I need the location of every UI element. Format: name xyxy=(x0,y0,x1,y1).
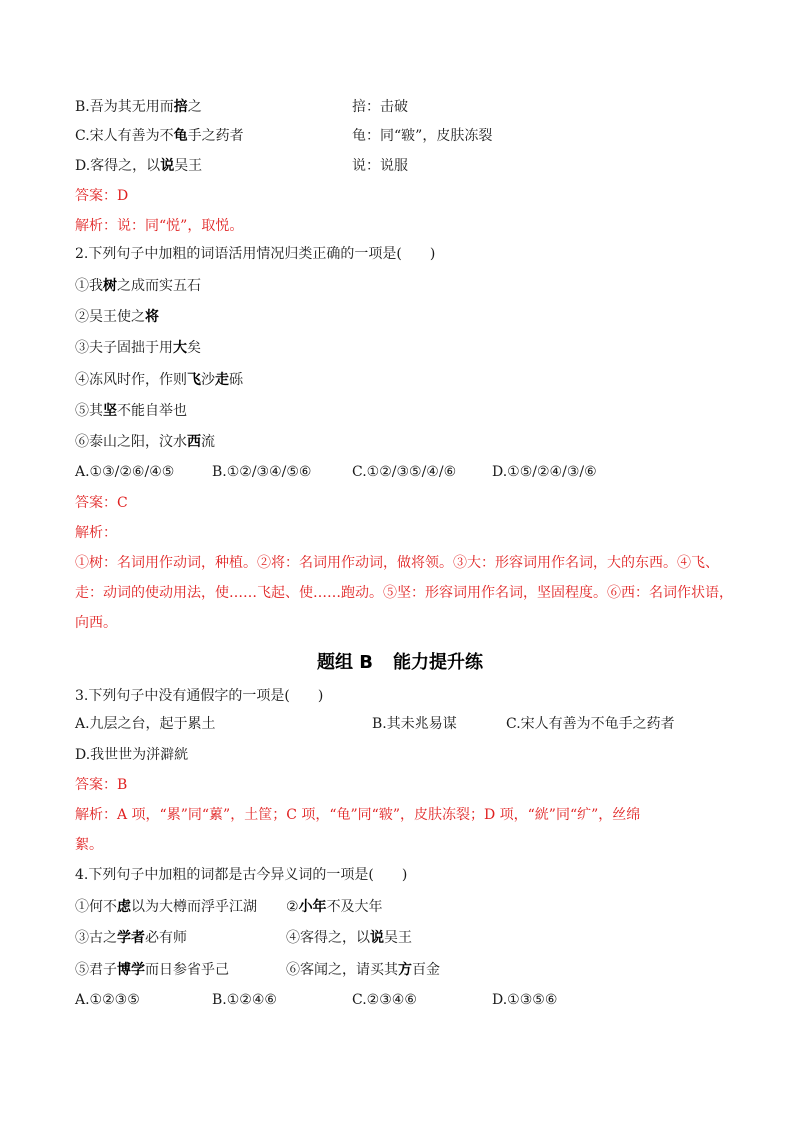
q2-item-5: ⑤其坚不能自举也 xyxy=(75,403,187,419)
q4-item-2: ②小年不及大年 xyxy=(286,899,383,915)
q4-item-3: ③古之学者必有师 xyxy=(75,930,187,946)
q4-item-6: ⑥客闻之，请买其方百金 xyxy=(286,962,440,978)
q3-choice-c: C.宋人有善为不龟手之药者 xyxy=(506,716,675,732)
q2-item-6: ⑥泰山之阳，汶水西流 xyxy=(75,434,215,450)
q1-option-d-note: 说：说服 xyxy=(352,158,408,174)
section-title: 题组 B xyxy=(317,652,373,673)
q2-item-2: ②吴王使之将 xyxy=(75,309,159,325)
q3-analysis-line-2: 絮。 xyxy=(75,837,103,853)
q4-choice-a: A.①②③⑤ xyxy=(75,992,140,1008)
q2-answer: 答案：C xyxy=(75,495,128,511)
q2-analysis-line-3: 向西。 xyxy=(75,615,117,631)
q1-answer: 答案：D xyxy=(75,188,129,204)
q2-stem: 2.下列句子中加粗的词语活用情况归类正确的一项是( ) xyxy=(75,246,436,262)
q1-option-c-note: 龟：同“皲”，皮肤冻裂 xyxy=(352,128,493,144)
q1-analysis: 解析：说：同“悦”，取悦。 xyxy=(75,218,244,234)
q2-item-1: ①我树之成而实五石 xyxy=(75,278,201,294)
q2-choice-b: B.①②/③④/⑤⑥ xyxy=(212,464,312,480)
q3-analysis-line-1: 解析：A 项，“累”同“蔂”，土筐；C 项，“龟”同“皲”，皮肤冻裂；D 项，“絖”同“纩”，丝绵 xyxy=(75,807,641,823)
q4-choice-c: C.②③④⑥ xyxy=(352,992,417,1008)
section-subtitle: 能力提升练 xyxy=(393,652,483,673)
q4-choice-d: D.①③⑤⑥ xyxy=(492,992,558,1008)
q1-option-d: D.客得之，以说吴王 xyxy=(75,158,203,174)
q3-choice-b: B.其未兆易谋 xyxy=(372,716,457,732)
q3-stem: 3.下列句子中没有通假字的一项是( ) xyxy=(75,688,324,704)
q3-choice-d: D.我世世为洴澼絖 xyxy=(75,747,189,763)
q2-analysis-line-2: 走：动词的使动用法，使……飞起、使……跑动。⑤坚：形容词用作名词，坚固程度。⑥西：名词作状语， xyxy=(75,585,733,601)
section-heading xyxy=(0,651,800,675)
q4-choice-b: B.①②④⑥ xyxy=(212,992,277,1008)
q1-option-b: B.吾为其无用而掊之 xyxy=(75,99,202,115)
q2-item-4: ④冻风时作，作则飞沙走砾 xyxy=(75,372,243,388)
q3-answer: 答案：B xyxy=(75,777,128,793)
q3-choice-a: A.九层之台，起于累土 xyxy=(75,716,216,732)
q2-choice-c: C.①②/③⑤/④/⑥ xyxy=(352,464,457,480)
q1-option-b-note: 掊：击破 xyxy=(352,99,408,115)
q2-choice-d: D.①⑤/②④/③/⑥ xyxy=(492,464,597,480)
q2-choice-a: A.①③/②⑥/④⑤ xyxy=(75,464,175,480)
q4-item-4: ④客得之，以说吴王 xyxy=(286,930,412,946)
q4-item-1: ①何不虑以为大樽而浮乎江湖 xyxy=(75,899,257,915)
q4-stem: 4.下列句子中加粗的词都是古今异义词的一项是( ) xyxy=(75,867,408,883)
q2-analysis-line-1: ①树：名词用作动词，种植。②将：名词用作动词，做将领。③大：形容词用作名词，大的东西。④飞、 xyxy=(75,555,719,571)
q2-analysis-label: 解析： xyxy=(75,525,117,541)
q1-option-c: C.宋人有善为不龟手之药者 xyxy=(75,128,244,144)
q2-item-3: ③夫子固拙于用大矣 xyxy=(75,340,201,356)
q4-item-5: ⑤君子博学而日参省乎己 xyxy=(75,962,229,978)
